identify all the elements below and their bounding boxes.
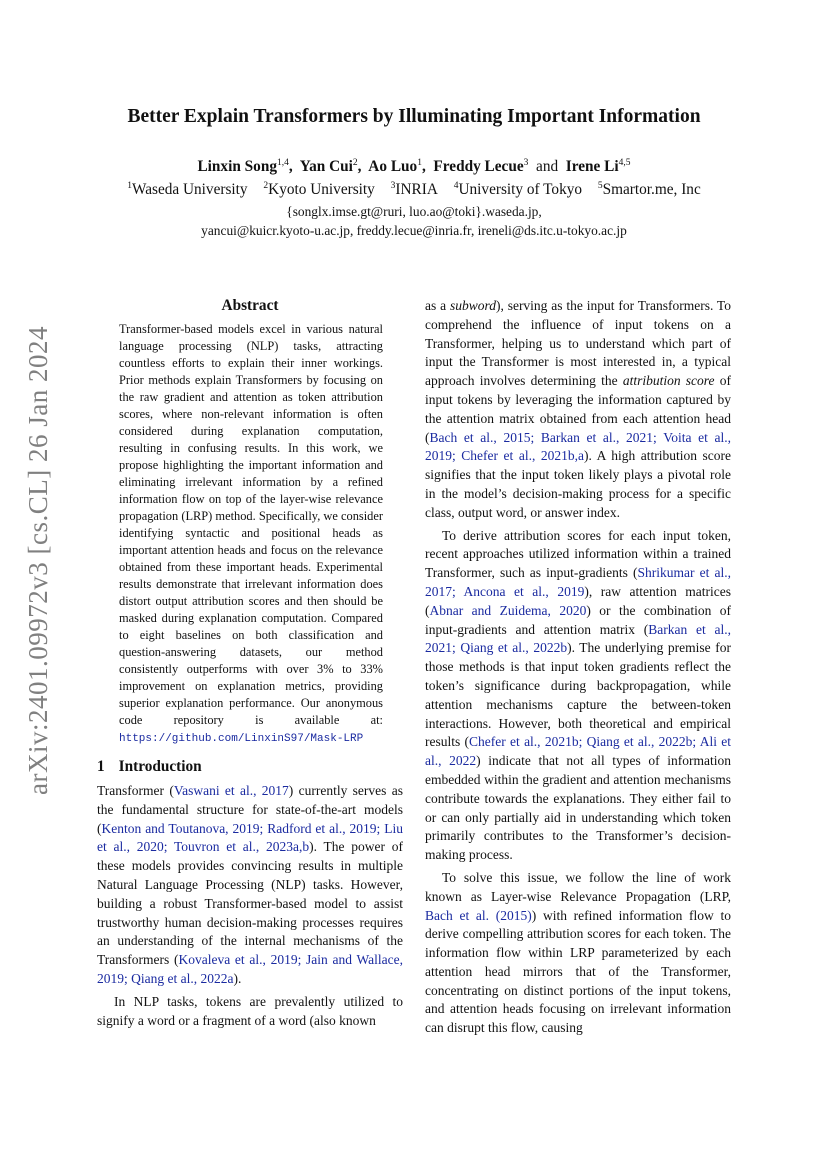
author-list: Linxin Song$^{1,4}$, Yan Cui$^2$, Ao Luo$^1$, Freddy Lecue$^3$ and Irene Li$^{4,5}$: [197, 158, 631, 176]
affiliation: $^3$INRIA: [390, 181, 438, 199]
paper-title: Better Explain Transformers by Illuminating Important Information: [127, 106, 701, 127]
intro-paragraph: In NLP tasks, tokens are prevalently utilized to signify a word or a fragment of a word (also known: [97, 993, 403, 1028]
section-title: Introduction: [118, 758, 202, 775]
citation-link[interactable]: Kovaleva et al., 2019; Jain and Wallace, 2019; Qiang et al., 2022a: [97, 952, 403, 986]
body-paragraph: as a subword), serving as the input for Transformers. To comprehend the influence of input tokens on a Transformer, helping us to understand which part of input the Transformer is most interested in, a typical approach involves determining the attribution score of input tokens by leveraging the information captured by the attention matrix obtained from each attention head (Bach et al., 2015; Barkan et al., 2021; Voita et al., 2019; Chefer et al., 2021b,a). A high attribution score signifies that the input token likely plays a pivotal role in the model’s decision-making process for a specific class, output word, or answer index.: [425, 298, 731, 520]
affiliation: $^4$University of Tokyo: [453, 181, 583, 199]
section-number: 1: [97, 758, 105, 775]
section-heading-introduction: [97, 758, 403, 776]
left-column: [97, 297, 403, 1030]
body-paragraph: To derive attribution scores for each input token, recent approaches utilized information within a trained Transformer, such as input-gradients (Shrikumar et al., 2017; Ancona et al., 2019), raw attention matrices (Abnar and Zuidema, 2020) or the combination of input-gradients and attention matrix (Barkan et al., 2021; Qiang et al., 2022b). The underlying premise for those methods is that input token gradients reflect the token’s significance during backpropagation, while attention mechanisms capture the between-token interactions. However, both theoretical and empirical results (Chefer et al., 2021b; Qiang et al., 2022b; Ali et al., 2022) indicate that not all types of information embedded within the gradient and attention mechanisms contribute towards the explanations. They either fail to or can only partially aid in understanding which token primarily contributes to the Transformer’s decision-making process.: [425, 527, 732, 863]
citation-link[interactable]: Abnar and Zuidema, 2020: [429, 602, 587, 618]
code-repo-link[interactable]: https://github.com/LinxinS97/Mask-LRP: [119, 733, 364, 745]
email-line: {songlx.imse.gt@ruri, luo.ao@toki}.waseda.jp,: [286, 204, 542, 219]
author-and: and: [536, 158, 559, 176]
citation-link[interactable]: Chefer et al., 2021b; Qiang et al., 2022b; Ali et al., 2022: [425, 734, 731, 769]
citation-link[interactable]: Vaswani et al., 2017: [173, 783, 289, 798]
author: Ao Luo$^1$: [368, 158, 422, 176]
body-paragraph: To solve this issue, we follow the line of work known as Layer-wise Relevance Propagation (LRP, Bach et al. (2015)) with refined information flow to derive compelling attribution scores for each token. The information flow within LRP parameterized by each attention head mirrors that of the Transformer, concentrating on distinct portions of the input tokens, and attention heads focusing on irrelevant information can disrupt this flow, causing: [425, 869, 731, 1036]
affiliation: $^2$Kyoto University: [263, 181, 375, 199]
abstract-text: Transformer-based models excel in various natural language processing (NLP) tasks, attracting countless efforts to explain their inner workings. Prior methods explain Transformers by focusing on the raw gradient and attention as token attribution scores, where non-relevant information is often considered during explanation computation, resulting in confusing results. In this work, we propose highlighting the important information and eliminating irrelevant information by a refined information flow on top of the layer-wise relevance propagation (LRP) method. Specifically, we consider identifying syntactic and positional heads as important attention heads and focus on the relevance obtained from these important heads. Experimental results demonstrate that irrelevant information does distort output attribution scores and then should be masked during explanation computation. Compared to eight baselines on both classification and question-answering datasets, our method consistently outperforms with over 3% to 33% improvement on explanation metrics, providing superior explanation performance. Our anonymous code repository is available at: https://github.com/LinxinS97/Mask-LRP: [119, 322, 383, 745]
author-emails: [60, 202, 768, 240]
citation-link[interactable]: Shrikumar et al., 2017; Ancona et al., 2019: [425, 565, 731, 599]
email-line: yancui@kuicr.kyoto-u.ac.jp, freddy.lecue@inria.fr, ireneli@ds.itc.u-tokyo.ac.jp: [201, 223, 627, 238]
arxiv-id: arXiv:2401.09972v3 [cs.CL] 26 Jan 2024: [22, 325, 53, 795]
right-column: [425, 297, 731, 1038]
author: Yan Cui$^2$: [299, 158, 358, 176]
abstract-heading: Abstract: [221, 297, 279, 314]
arxiv-stamp: [18, 240, 58, 880]
affiliation: $^5$Smartor.me, Inc: [597, 181, 701, 199]
citation-link[interactable]: Barkan et al., 2021; Qiang et al., 2022b: [425, 621, 731, 656]
citation-link[interactable]: Bach et al. (2015): [425, 907, 532, 923]
affiliation-list: [60, 181, 768, 199]
author: Freddy Lecue$^3$: [433, 158, 529, 176]
author: Irene Li$^{4,5}$: [565, 158, 631, 176]
citation-link[interactable]: Bach et al., 2015; Barkan et al., 2021; Voita et al., 2019; Chefer et al., 2021b,a: [425, 429, 731, 464]
citation-link[interactable]: Kenton and Toutanova, 2019; Radford et al., 2019; Liu et al., 2020; Touvron et al., 2023a,b: [97, 820, 403, 855]
author: Linxin Song$^{1,4}$: [197, 158, 289, 176]
affiliation: $^1$Waseda University: [127, 181, 248, 199]
intro-paragraph: Transformer (Vaswani et al., 2017) currently serves as the fundamental structure for state-of-the-art models (Kenton and Toutanova, 2019; Radford et al., 2019; Liu et al., 2020; Touvron et al., 2023a,b). The power of these models provides convincing results in multiple Natural Language Processing (NLP) tasks. However, building a robust Transformer-based model to assist trustworthy human decision-making processes requires an understanding of the internal mechanisms of the Transformers (Kovaleva et al., 2019; Jain and Wallace, 2019; Qiang et al., 2022a).: [97, 783, 403, 986]
